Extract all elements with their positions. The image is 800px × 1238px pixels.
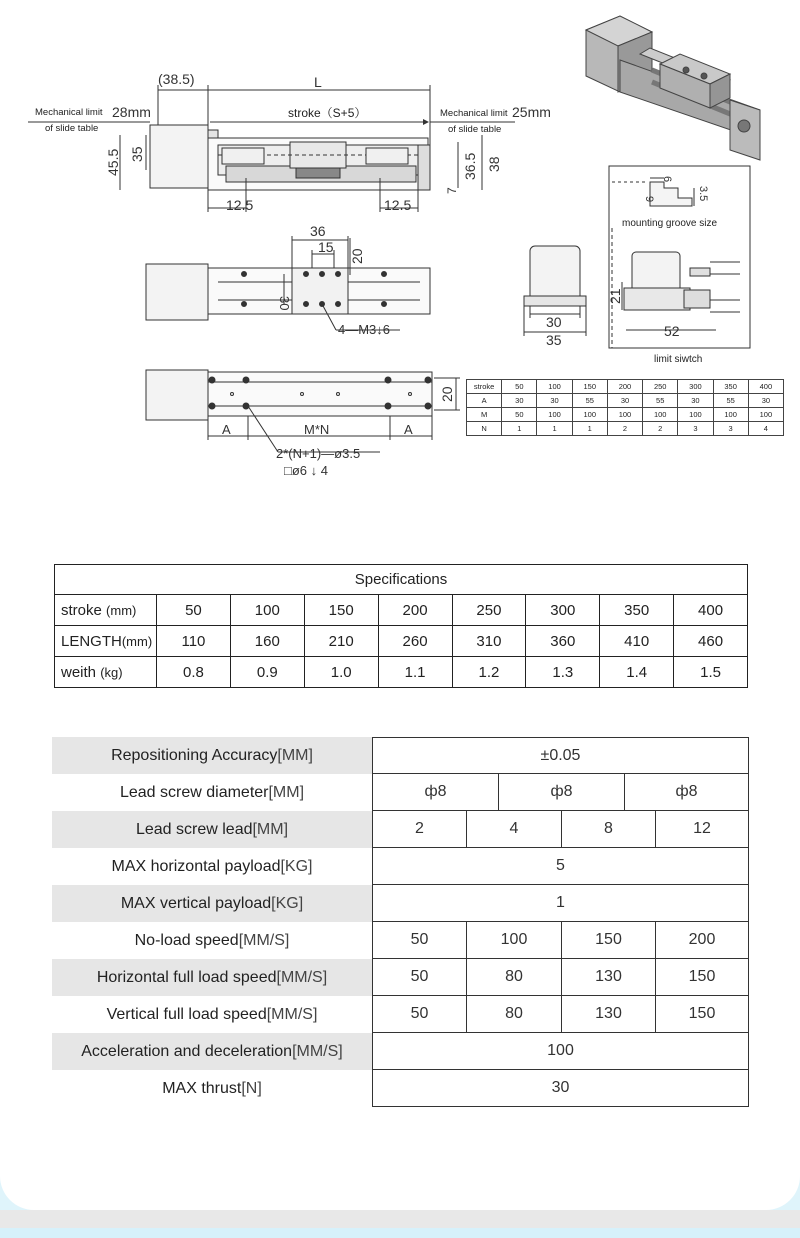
mini-table-cell: 30: [537, 394, 572, 408]
dim-12-5-left: 12.5: [226, 197, 254, 213]
parameter-label-text: No-load speed: [134, 931, 239, 949]
spec-cell: 110: [157, 626, 231, 657]
spec-cell: 410: [600, 626, 674, 657]
parameter-row: [52, 959, 750, 996]
parameter-values: [372, 811, 750, 848]
mech-limit-left: Mechanical limit: [35, 107, 103, 118]
spec-cell: 460: [674, 626, 748, 657]
parameter-label-text: Acceleration and deceleration: [81, 1042, 293, 1060]
dim-15: 15: [318, 239, 334, 255]
spec-cell: 160: [230, 626, 304, 657]
parameter-value: 150: [562, 922, 656, 959]
mini-table-cell: 100: [713, 408, 748, 422]
mini-table-cell: 55: [713, 394, 748, 408]
mini-table-cell: 30: [607, 394, 642, 408]
parameter-label: [52, 737, 372, 774]
dim-21: 21: [607, 288, 623, 304]
mini-table-cell: 30: [502, 394, 537, 408]
spec-label-unit: (mm): [121, 633, 153, 649]
mini-table-cell: 3: [713, 422, 748, 436]
mini-table-cell: 4: [748, 422, 783, 436]
parameter-row: [52, 885, 750, 922]
parameter-row: [52, 922, 750, 959]
mini-table-cell: 100: [607, 408, 642, 422]
mini-table-row-label: N: [467, 422, 502, 436]
mini-table-cell: 50: [502, 380, 537, 394]
spec-cell: 0.9: [230, 657, 304, 688]
spec-cell: 260: [378, 626, 452, 657]
parameter-value: 150: [656, 996, 749, 1033]
parameter-label: [52, 1070, 372, 1107]
mini-table-row: [467, 408, 784, 422]
parameter-row: [52, 774, 750, 811]
parameter-value: 2: [373, 811, 467, 848]
parameter-row: [52, 848, 750, 885]
spec-cell: 310: [452, 626, 526, 657]
spec-label-unit: (kg): [100, 664, 123, 680]
parameter-value: 50: [373, 996, 467, 1033]
mech-limit-right: Mechanical limit: [440, 108, 508, 119]
mini-table-cell: 3: [678, 422, 713, 436]
mini-table-cell: 2: [643, 422, 678, 436]
groove-6: 6: [661, 176, 673, 183]
parameter-value: 50: [373, 959, 467, 996]
spec-label-text: LENGTH: [61, 632, 122, 650]
limit-switch-label: limit siwtch: [654, 354, 703, 365]
parameter-values: [372, 885, 750, 922]
dim-A-left: A: [222, 422, 231, 437]
technical-drawing: [0, 0, 800, 520]
parameter-value: 150: [656, 959, 749, 996]
spec-cell: 350: [600, 595, 674, 626]
mini-table-cell: 300: [678, 380, 713, 394]
mech-limit-left-val: 28mm: [112, 104, 151, 120]
spec-row: [55, 595, 748, 626]
mini-table-cell: 2: [607, 422, 642, 436]
parameter-values: [372, 774, 750, 811]
parameters-table: [52, 737, 750, 1107]
parameter-label: [52, 811, 372, 848]
mech-limit-left-sub: of slide table: [45, 123, 99, 134]
parameter-label-unit: [MM/S]: [292, 1042, 343, 1060]
mini-table-cell: 55: [572, 394, 607, 408]
parameter-row: [52, 811, 750, 848]
spec-cell: 1.1: [378, 657, 452, 688]
parameter-label: [52, 922, 372, 959]
dim-MN: M*N: [304, 422, 330, 437]
spec-cell: 250: [452, 595, 526, 626]
parameter-values: [372, 922, 750, 959]
specifications-title: Specifications: [55, 565, 748, 595]
parameter-label: [52, 1033, 372, 1070]
dim-7: 7: [445, 187, 459, 194]
mini-table-cell: 100: [572, 408, 607, 422]
parameter-label-unit: [KG]: [280, 857, 313, 875]
spec-cell: 50: [157, 595, 231, 626]
parameter-label-text: Vertical full load speed: [106, 1005, 267, 1023]
parameter-value: 130: [562, 996, 656, 1033]
parameter-value: 4: [467, 811, 562, 848]
dim-20-bottom: 20: [439, 386, 455, 402]
mini-table-cell: 30: [678, 394, 713, 408]
spec-cell: 1.4: [600, 657, 674, 688]
parameter-label-unit: [KG]: [271, 894, 304, 912]
spec-cell: 1.2: [452, 657, 526, 688]
parameter-label-text: Repositioning Accuracy: [111, 746, 278, 764]
hole-label: 4—M3↓6: [338, 322, 391, 337]
parameter-label: [52, 959, 372, 996]
mini-table-cell: 100: [748, 408, 783, 422]
parameter-label: [52, 996, 372, 1033]
specifications-table: [54, 564, 748, 688]
dim-12-5-right: 12.5: [384, 197, 412, 213]
mini-table-cell: 100: [537, 380, 572, 394]
dim-36: 36: [310, 223, 326, 239]
dim-35: 35: [129, 146, 145, 162]
parameter-label-unit: [MM]: [252, 820, 289, 838]
mini-table-row-label: A: [467, 394, 502, 408]
dim-38-5: (38.5): [158, 71, 195, 87]
parameter-label-text: MAX vertical payload: [120, 894, 272, 912]
spec-cell: 1.0: [304, 657, 378, 688]
spec-cell: 210: [304, 626, 378, 657]
parameter-value: 8: [562, 811, 656, 848]
mini-table-row-label: M: [467, 408, 502, 422]
mini-table-cell: 200: [607, 380, 642, 394]
parameter-values: [372, 959, 750, 996]
parameter-value: ф8: [499, 774, 625, 811]
parameter-value: 12: [656, 811, 749, 848]
mini-table-cell: 100: [643, 408, 678, 422]
spec-row-label: [55, 657, 157, 688]
mini-table-cell: 400: [748, 380, 783, 394]
parameter-label-unit: [MM/S]: [276, 968, 328, 986]
mini-table-cell: 250: [643, 380, 678, 394]
spec-cell: 100: [230, 595, 304, 626]
mini-table-row: [467, 394, 784, 408]
bottom-band: [0, 1210, 800, 1238]
bottom-view: [146, 370, 460, 452]
spec-cell: 150: [304, 595, 378, 626]
parameter-label-text: MAX horizontal payload: [111, 857, 281, 875]
dim-30: 30: [277, 296, 292, 311]
mini-table-cell: 55: [643, 394, 678, 408]
stroke-label: stroke（S+5）: [288, 106, 367, 120]
parameter-row: [52, 996, 750, 1033]
parameter-label-unit: [N]: [241, 1079, 262, 1097]
spec-cell: 300: [526, 595, 600, 626]
parameter-row: [52, 1070, 750, 1107]
parameter-label-unit: [MM]: [277, 746, 313, 764]
parameter-values: [372, 1070, 750, 1107]
stroke-parameter-table: [466, 379, 784, 436]
mech-limit-right-sub: of slide table: [448, 124, 502, 135]
mini-table-cell: 50: [502, 408, 537, 422]
parameter-value: 50: [373, 922, 467, 959]
parameter-label-text: Lead screw diameter: [119, 783, 269, 801]
spec-row: [55, 626, 748, 657]
mini-table-cell: 150: [572, 380, 607, 394]
parameter-values: [372, 996, 750, 1033]
parameter-label-text: Lead screw lead: [135, 820, 253, 838]
parameter-row: [52, 737, 750, 774]
groove-label: mounting groove size: [622, 218, 718, 229]
groove-detail: [609, 166, 750, 348]
mini-table-row: [467, 422, 784, 436]
spec-label-text: weith: [61, 663, 97, 681]
spec-cell: 1.5: [674, 657, 748, 688]
parameter-value: 5: [373, 848, 749, 885]
dim-A-right: A: [404, 422, 413, 437]
parameter-label-unit: [MM/S]: [238, 931, 290, 949]
parameter-value: ф8: [373, 774, 499, 811]
mini-table-cell: 100: [537, 408, 572, 422]
parameter-values: [372, 848, 750, 885]
mini-table-row: [467, 380, 784, 394]
mini-table-cell: 30: [748, 394, 783, 408]
parameter-value: ф8: [625, 774, 749, 811]
parameter-value: ±0.05: [373, 737, 749, 774]
spec-label-text: stroke: [61, 601, 102, 619]
spec-cell: 1.3: [526, 657, 600, 688]
parameter-label-unit: [MM]: [268, 783, 305, 801]
dim-36-5: 36.5: [462, 152, 478, 180]
spec-cell: 360: [526, 626, 600, 657]
dim-38: 38: [486, 156, 502, 172]
side-view: [28, 85, 515, 212]
parameter-values: [372, 1033, 750, 1070]
parameter-value: 100: [373, 1033, 749, 1070]
parameter-value: 80: [467, 959, 562, 996]
top-view: [146, 236, 430, 330]
groove-9: 9: [643, 196, 655, 203]
dim-35-motor: 35: [546, 332, 562, 348]
mech-limit-right-val: 25mm: [512, 104, 551, 120]
mini-table-row-label: stroke: [467, 380, 502, 394]
spec-row-label: [55, 626, 157, 657]
parameter-value: 1: [373, 885, 749, 922]
groove-3-5: 3.5: [697, 186, 709, 202]
parameter-label-unit: [MM/S]: [266, 1005, 318, 1023]
mini-table-cell: 1: [537, 422, 572, 436]
dim-45-5: 45.5: [105, 148, 121, 176]
dim-30-motor: 30: [546, 314, 562, 330]
mini-table-cell: 100: [678, 408, 713, 422]
mini-table-cell: 350: [713, 380, 748, 394]
parameter-value: 130: [562, 959, 656, 996]
dim-L: L: [314, 74, 322, 90]
spec-label-unit: (mm): [106, 602, 137, 618]
dim-52: 52: [664, 323, 680, 339]
parameter-value: 100: [467, 922, 562, 959]
spec-row: [55, 657, 748, 688]
dim-20-top: 20: [349, 248, 365, 264]
mini-table-cell: 1: [572, 422, 607, 436]
hole-label-3: □ø6 ↓ 4: [284, 463, 328, 478]
spec-cell: 0.8: [157, 657, 231, 688]
parameter-row: [52, 1033, 750, 1070]
spec-cell: 400: [674, 595, 748, 626]
parameter-label: [52, 774, 372, 811]
parameter-label-text: MAX thrust: [162, 1079, 242, 1097]
product-render: [586, 16, 760, 160]
spec-row-label: [55, 595, 157, 626]
parameter-value: 200: [656, 922, 749, 959]
mini-table-cell: 1: [502, 422, 537, 436]
parameter-value: 80: [467, 996, 562, 1033]
parameter-label: [52, 885, 372, 922]
parameter-label: [52, 848, 372, 885]
parameter-value: 30: [373, 1070, 749, 1107]
parameter-values: [372, 737, 750, 774]
hole-label-2: 2*(N+1)—ø3.5: [276, 446, 361, 461]
parameter-label-text: Horizontal full load speed: [96, 968, 277, 986]
spec-cell: 200: [378, 595, 452, 626]
